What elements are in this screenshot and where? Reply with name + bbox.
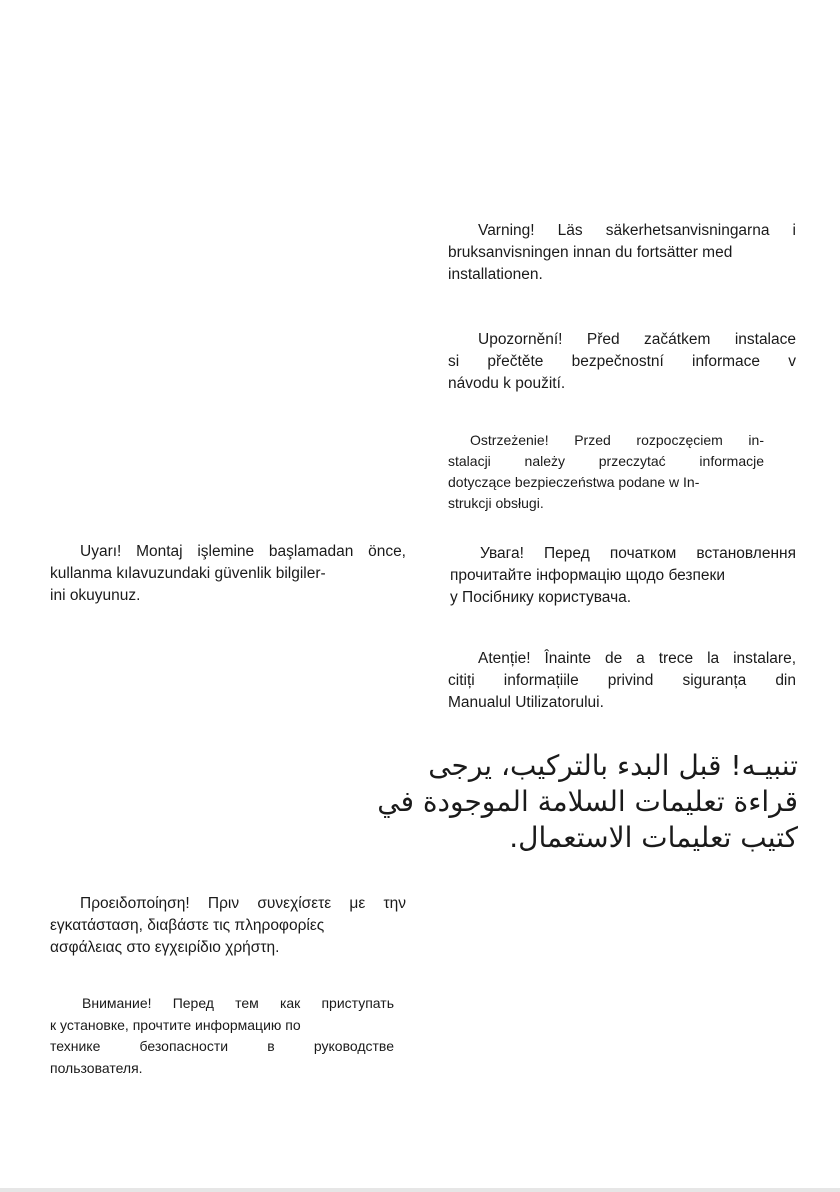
warning-line: návodu k použití. [448, 375, 566, 392]
warning-russian [50, 993, 394, 1079]
warning-line: kullanma kılavuzundaki güvenlik bilgiler- [50, 565, 326, 582]
warning-line: Upozornění! Před začátkem instalace [478, 331, 796, 348]
warning-line: كتيب تعليمات الاستعمال. [509, 821, 798, 854]
warning-romanian [448, 648, 796, 714]
warning-line: к установке, прочтите информацию по [50, 1016, 301, 1033]
warning-line: ini okuyunuz. [50, 587, 141, 604]
warning-line: Προειδοποίηση! Πριν συνεχίσετε με την [80, 895, 406, 912]
warning-line: dotyczące bezpieczeństwa podane w In- [448, 474, 700, 490]
warning-line: si přečtěte bezpečnostní informace v [448, 353, 796, 370]
warning-polish [448, 430, 764, 514]
warning-ukrainian [450, 543, 796, 609]
warning-line: прочитайте інформацію щодо безпеки [450, 567, 725, 584]
warning-line: stalacji należy przeczytać informacje [448, 453, 764, 469]
warning-line: bruksanvisningen innan du fortsätter med [448, 244, 733, 261]
warning-line: Ostrzeżenie! Przed rozpoczęciem in- [470, 432, 764, 448]
warning-line: у Посібнику користувача. [450, 589, 632, 606]
warning-line: εγκατάσταση, διαβάστε τις πληροφορίες [50, 917, 325, 934]
warning-line: ασφάλειας στο εγχειρίδιο χρήστη. [50, 939, 280, 956]
warning-line: Manualul Utilizatorului. [448, 694, 604, 711]
warning-line: Uyarı! Montaj işlemine başlamadan önce, [80, 543, 406, 560]
warning-line: Atenție! Înainte de a trece la instalare, [478, 650, 796, 667]
warning-line: технике безопасности в руководстве [50, 1038, 394, 1054]
warning-line: Внимание! Перед тем как приступать [82, 995, 394, 1011]
page-bottom-edge [0, 1188, 840, 1192]
warning-greek [50, 893, 406, 959]
warning-line: Увага! Перед початком встановлення [480, 545, 796, 562]
warning-line: قراءة تعليمات السلامة الموجودة في [377, 785, 798, 818]
warning-line: strukcji obsługi. [448, 495, 544, 511]
warning-czech [448, 329, 796, 395]
warning-turkish [50, 541, 406, 607]
warning-swedish [448, 220, 796, 286]
warning-line: Varning! Läs säkerhetsanvisningarna i [478, 222, 796, 239]
warning-arabic [377, 748, 798, 856]
warning-line: تنبيـه! قبل البدء بالتركيب، يرجى [428, 749, 798, 782]
warning-line: installationen. [448, 266, 543, 283]
warning-line: citiți informațiile privind siguranța din [448, 672, 796, 689]
warning-line: пользователя. [50, 1059, 143, 1076]
